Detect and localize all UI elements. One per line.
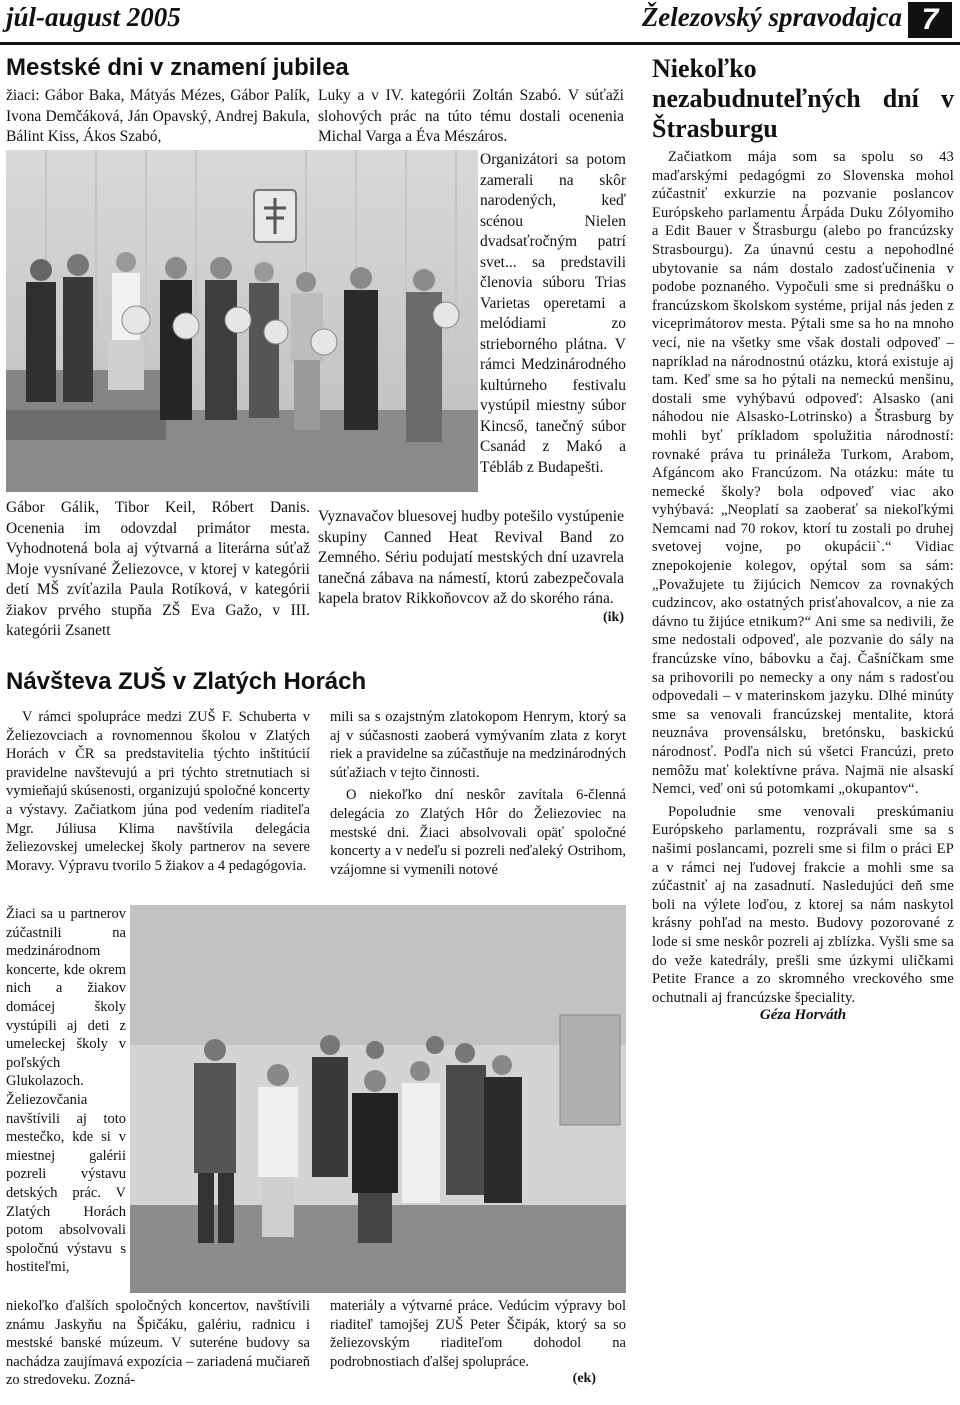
article1-col2-top-text: Luky a v IV. kategórii Zoltán Szabó. V súťaži slohových prác na túto tému dostali ocenenia Michal Varga a Éva Mészáros. bbox=[318, 87, 624, 145]
article1-col2-top bbox=[318, 86, 624, 148]
article2-col2-top-text: mili sa s ozajstným zlatokopom Henrym, ktorý sa aj v súčasnosti zaoberá vymývaním zlata z koryt riek a pravidelne sa zúčastňuje na medzinárodných súťažiach v tejto činnosti. bbox=[330, 709, 626, 781]
article2-col2-top bbox=[330, 708, 626, 879]
article2-col1-top-text: V rámci spolupráce medzi ZUŠ F. Schuberta v Želiezovciach a rovnomennou školou v Zlatých Horách v ČR sa predstavitelia týchto inštitúcií pravidelne navštevujú a pri týchto stretnutiach si vymieňajú skúsenosti, organizujú spoločné koncerty a výstavy. Začiatkom júna pod vedením riaditeľa Mgr. Júliusa Klima navštívila delegácia želiezovskej umeleckej školy partnerov na severe Moravy. Výpravu tvorilo 5 žiakov a 4 pedagógovia. bbox=[6, 709, 310, 874]
article3-p1: Začiatkom mája som sa spolu so 43 maďarskými pedagógmi zo Slovenska mohol zúčastniť exkurzie na pozvanie poslancov Európskeho parlamentu Árpáda Duku Zólyomiho a Edit Bauer v Štrasburgu (alebo po francúzsky Strasbourgu). Za únavnú cestu a nepohodlné ubytovanie sa nám dostalo zadosťučinenia v podobe poznaného. Vypočuli sme si prednášku o francúzskom školskom systéme, prijal nás jeden z viceprimátorov mesta. Pýtali sme sa ho na mnoho vecí, nie na všetky sme však dostali odpoveď – napríklad na národnostnú otázku, ktorá existuje aj tam. Keď sme sa ho pýtali na nemeckú menšinu, dostali sme vyhýbavú odpoveď: Alsasko (ani náhodou nie Alsasko-Lotrinsko) a Štrasburg by mohli byť príkladom spolužitia národností: rovnaké práva tu prináleža Turkom, Arabom, Afgáncom ako Francúzom. Na otázku: máte tu nemecké školy? bola odpoveď viac ako vyhýbavá: „Neoplatí sa zaoberať sa niekoľkými Nemcami nad 70 rokov, ktorí tu zostali po druhej svetovej vojne, po okupácii`.“ Vidiac znepokojenie kolegov, opýtal som sa sám: „Považujete tu žijúcich Nemcov za rovnakých cudzincov, ako ostatných prisťahovalcov, a nie za dávno tu žijúce etnikum?“ Ani sme sa nedivili, že sme nedostali odpoveď, ale pozvanie do sály na francúzske víno, bábovku a čaj. Čašníčkam sme sa prihovorili po nemecky a ony nám s radosťou odpovedali – v materinskom jazyku. Dlhé minúty sme sa venovali francúzskej mentalite, ktorá neuznáva provensálsku, bretónsku, baskickú národnosť. Podľa nich sú všetci Francúzi, preto nemôžu mať kolektívne práva. Najmä nie alsaskí Nemci, veď oni sú potomkami „okupantov“. bbox=[652, 149, 954, 798]
article3 bbox=[652, 54, 954, 1024]
article2-title-block bbox=[6, 668, 626, 696]
article1-title-block bbox=[6, 54, 626, 82]
article2-title: Návšteva ZUŠ v Zlatých Horách bbox=[6, 668, 367, 695]
issue-date: júl-august 2005 bbox=[6, 2, 181, 32]
delegation-photo-image bbox=[130, 905, 626, 1293]
article2-col1-top bbox=[6, 708, 310, 875]
article1-title: Mestské dni v znamení jubilea bbox=[6, 54, 349, 81]
page-header bbox=[0, 0, 960, 44]
article3-p2: Popoludnie sme venovali preskúmaniu Európskeho parlamentu, rozprávali sme sa s našimi poslancami, pozreli sme si film o práci EP a v rámci nej ľudovej frakcie a mohli sme sa zúčastniť aj na zasadnutí. Nasledujúci deň sme boli na výlete loďou, z ktorej sa nám naskytol krásny pohľad na mesto. Budovy pozorované z lode si sme neskôr pozreli aj zblízka. Vyšli sme sa do veže katedrály, prešli sme úzkymi uličkami Petite France a zo skromného vreckového sme ochutnali aj francúzske špeciality. bbox=[652, 803, 954, 1006]
article2-col1-narrow-text: Žiaci sa u partnerov zúčastnili na medzinárodnom koncerte, kde okrem nich a žiakov domácej školy vystúpili aj deti z umeleckej školy v poľských Glukolazoch. Želiezovčania navštívili aj toto mestečko, kde si v miestnej galérii pozreli výstavu detských prác. V Zlatých Horách potom absolvovali spoločnú výstavu s hostiteľmi, bbox=[6, 906, 126, 1276]
header-rule bbox=[0, 42, 960, 45]
article1-col2-beside-photo-text: Organizátori sa potom zamerali na skôr narodených, keď scénou Nielen dvadsaťročným patrí svet... sa predstavili členovia súboru Trias Varietas operetami a melódiami zo strieborného plátna. V rámci Medzinárodného kultúrneho festivalu vystúpil miestny súbor Kincső, tanečný súbor Csanád z Makó a Tébláb z Budapešti. bbox=[480, 151, 626, 476]
delegation-photo bbox=[130, 905, 626, 1293]
article2-col1-narrow bbox=[6, 905, 126, 1277]
article1-col1-bottom bbox=[6, 498, 310, 642]
article1-col1-top bbox=[6, 86, 310, 148]
article1-col2-bottom-text: Vyznavačov bluesovej hudby potešilo vystúpenie skupiny Canned Heat Revival Band zo Zemného. Sériu podujatí mestských dní uzavrela tanečná zábava na námestí, ktorú zabezpečovala kapela bratov Rikkoňovcov až do skorého rána. bbox=[318, 508, 624, 607]
article1-col2-bottom bbox=[318, 507, 624, 626]
article2-col2-p2-text: O niekoľko dní neskôr zavítala 6-členná delegácia zo Zlatých Hôr do Želiezoviec na mestské dni. Žiaci absolvovali opäť spoločné koncerty a v nedeľu si pozreli neďaleký Ostrihom, vzájomne si vymenili notové bbox=[330, 787, 626, 878]
article3-author: Géza Horváth bbox=[759, 1007, 847, 1024]
article1-col2-beside-photo bbox=[480, 150, 626, 478]
article2-col1-bottom-text: niekoľko ďalších spoločných koncertov, navštívili známu Jaskyňu na Špičáku, galériu, radnicu i mestské banské múzeum. V suteréne budovy sa nachádza zaujímavá expozícia – zariadená mučiareň zo stredoveku. Zozná- bbox=[6, 1298, 310, 1389]
article2-col2-bottom-text: materiály a výtvarné práce. Vedúcim výpravy bol riaditeľ tamojšej ZUŠ Peter Ščipák, ktorý sa so želiezovským riaditeľom dohodol na podrobnostiach ďalšej spolupráce. bbox=[330, 1298, 626, 1370]
awards-photo bbox=[6, 150, 478, 492]
article1-col1-bottom-text: Gábor Gálik, Tibor Keil, Róbert Danis. Ocenenia im odovzdal primátor mesta. Vyhodnotená bola aj výtvarná a literárna súťaž Moje vysnívané Želiezovce, v ktorej v kategórii detí MŠ zvíťazila Paula Rotíková, v kategórii žiakov prvého stupňa ZŠ Eva Gažo, v III. kategórii Zsanett bbox=[6, 499, 310, 639]
article3-title: Niekoľko nezabudnuteľných dní v Štrasburgu bbox=[652, 54, 954, 143]
article2-col1-bottom bbox=[6, 1297, 310, 1390]
publication-title: Železovský spravodajca bbox=[641, 2, 902, 32]
article1-col1-top-text: žiaci: Gábor Baka, Mátyás Mézes, Gábor Palík, Ivona Demčáková, Ján Opavský, Andrej Bakula, Bálint Kiss, Ákos Szabó, bbox=[6, 87, 310, 145]
article2-signature: (ek) bbox=[572, 1371, 596, 1387]
page-number: 7 bbox=[908, 2, 952, 38]
awards-photo-image bbox=[6, 150, 478, 492]
article2-col2-bottom bbox=[330, 1297, 626, 1387]
article1-signature: (ik) bbox=[603, 609, 624, 625]
